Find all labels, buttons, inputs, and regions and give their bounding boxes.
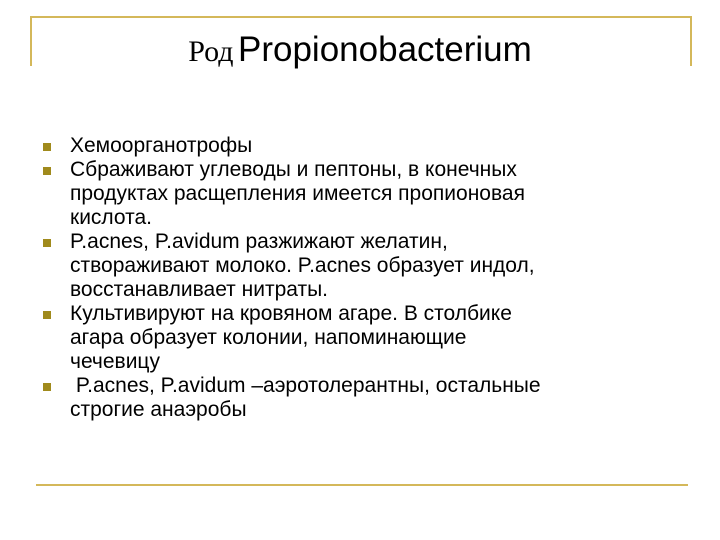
bullet-line: строгие анаэробы [70,398,247,421]
bullet-line: Сбраживают углеводы и пептоны, в конечных [70,158,517,181]
bullet-item [40,302,680,374]
frame-bottom-border [36,484,688,486]
bullet-line: Хемоорганотрофы [70,134,253,157]
bullet-line: створаживают молоко. P.acnes образует индол, [70,254,535,277]
square-bullet-icon [43,311,51,319]
title-genus-name: Propionobacterium [238,30,532,69]
slide-title [0,28,720,79]
bullet-line: продуктах расщепления имеется пропионовая [70,182,525,205]
bullet-item [40,134,680,158]
bullet-item [40,230,680,302]
title-word: Род [188,35,234,68]
square-bullet-icon [43,167,51,175]
bullet-line: Культивируют на кровяном агаре. В столбике [70,302,512,325]
square-bullet-icon [43,143,51,151]
bullet-line: P.acnes, P.avidum разжижают желатин, [70,230,448,253]
bullet-line: агара образует колонии, напоминающие [70,326,467,349]
bullet-line: P.acnes, P.avidum –аэротолерантны, остальные [70,374,541,397]
square-bullet-icon [43,383,51,391]
square-bullet-icon [43,239,51,247]
bullet-line: кислота. [70,206,153,229]
bullet-line: восстанавливает нитраты. [70,278,329,301]
bullet-list [40,134,680,422]
frame-top-border [30,16,692,18]
bullet-item [40,374,680,422]
bullet-item [40,158,680,230]
bullet-line: чечевицу [70,350,160,373]
